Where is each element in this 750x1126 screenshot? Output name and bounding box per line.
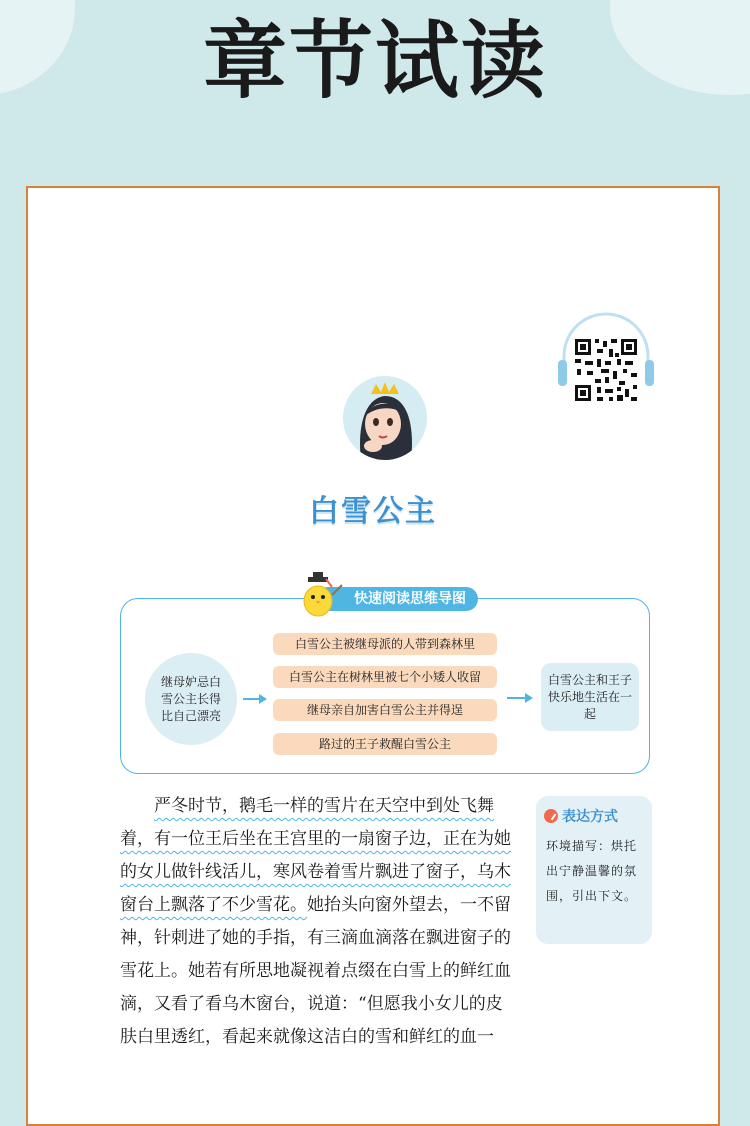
mind-map [120,591,650,774]
arrow-right-icon [507,697,531,699]
arrow-right-icon [243,698,265,700]
story-body [120,790,518,1054]
annotation-note [536,796,652,944]
chick-mascot-icon [298,569,344,619]
story-text: 她抬头向窗外望去，一不留神，针刺进了她的手指，有三滴血滴落在飘进窗子的雪花上。她若有所思地凝视着点缀在白雪上的鲜红血滴，又看了看乌木窗台，说道：“但愿我小女儿的皮肤白里透红，看起来就像这洁白的雪和鲜红的血一 [120,895,511,1047]
mind-map-start-label: 继母妒忌白雪公主长得比自己漂亮 [161,674,222,723]
mind-map-step: 白雪公主在树林里被七个小矮人收留 [273,666,497,688]
qr-audio-icon[interactable] [556,308,656,408]
note-body: 环境描写：烘托出宁静温馨的氛围，引出下文。 [546,839,638,903]
mind-map-end-label: 白雪公主和王子快乐地生活在一起 [548,672,633,721]
mind-map-step: 白雪公主被继母派的人带到森林里 [273,633,497,655]
story-title: 白雪公主 [309,494,437,529]
mind-map-step: 路过的王子救醒白雪公主 [273,733,497,755]
story-paragraph [120,790,518,1054]
note-header [544,806,618,826]
mind-map-step: 继母亲自加害白雪公主并得逞 [273,699,497,721]
mind-map-tag-label: 快速阅读思维导图 [354,591,466,607]
content-card [26,186,720,1126]
princess-portrait [343,376,427,460]
mind-map-tag [316,587,478,611]
mind-map-start-node [145,653,237,745]
note-title: 表达方式 [562,809,618,825]
annotated-passage: 严冬时节，鹅毛一样的雪片在天空中到处飞舞着，有一位王后坐在王宫里的一扇窗子边，正在为她的女儿做针线活儿，寒风卷着雪片飘进了窗子，乌木窗台上飘落了不少雪花。 [120,796,511,915]
pen-icon [544,809,558,823]
page-title: 章节试读 [202,12,547,110]
mind-map-end-node [541,663,639,731]
